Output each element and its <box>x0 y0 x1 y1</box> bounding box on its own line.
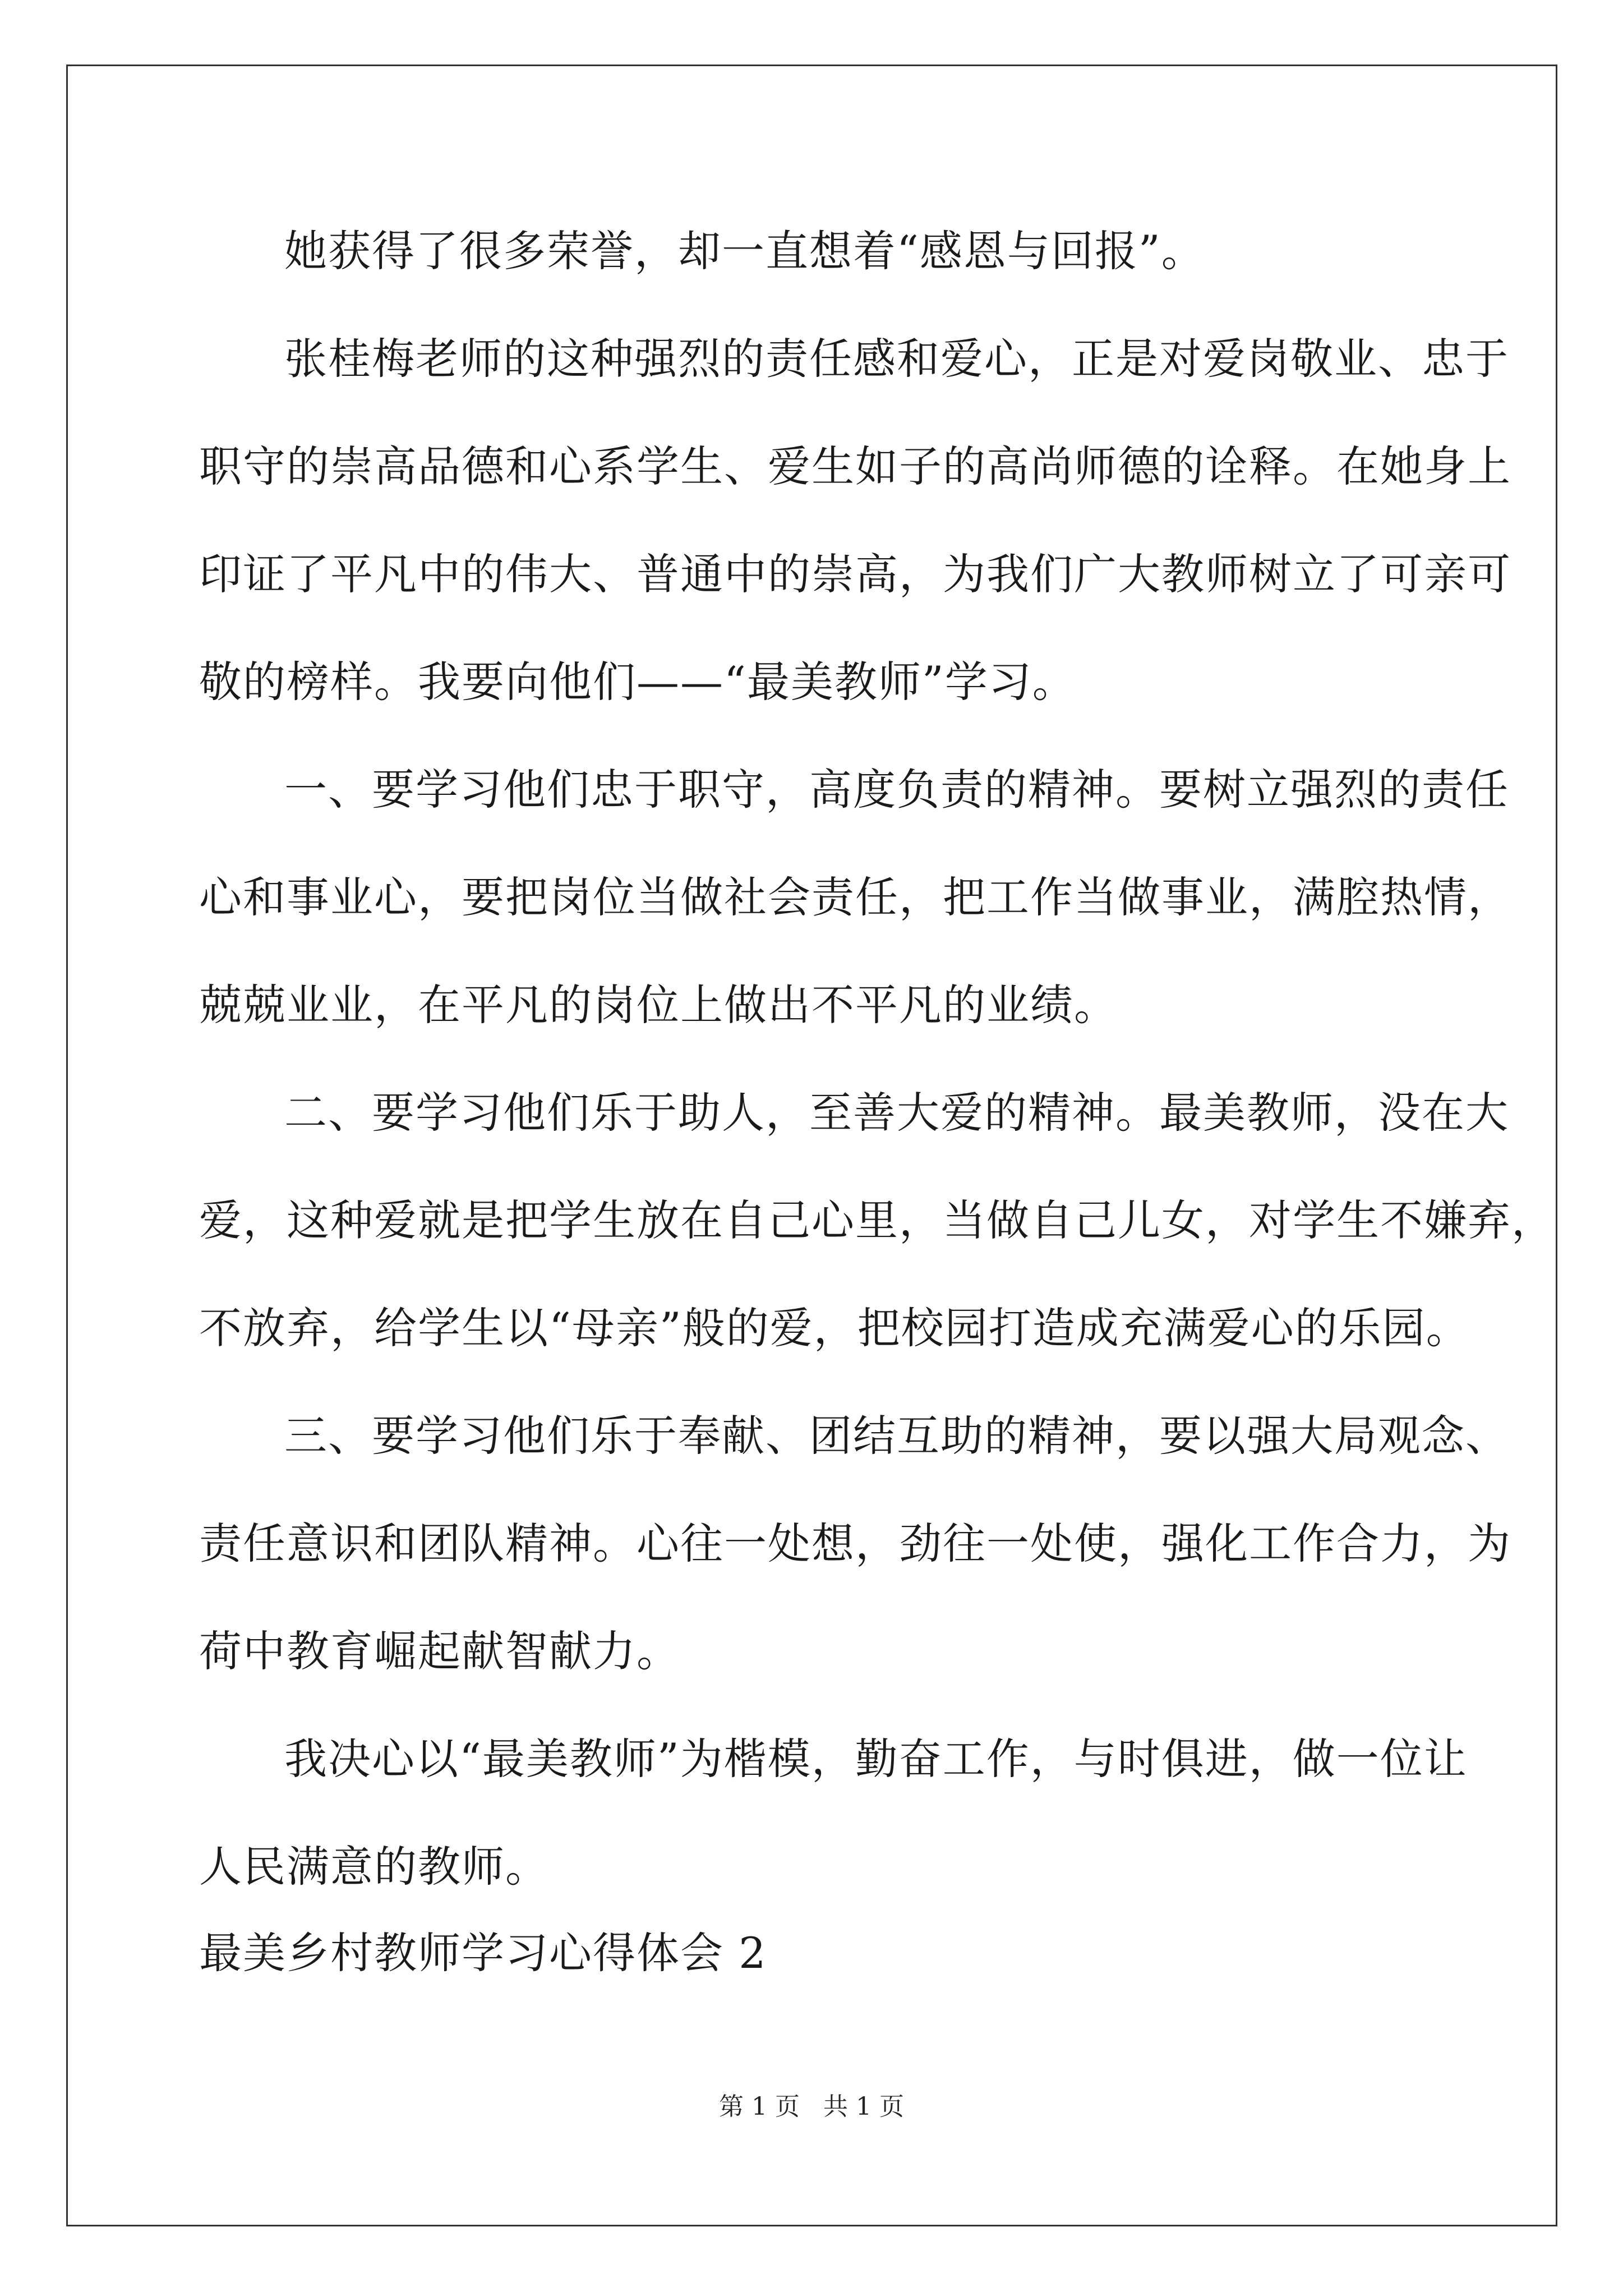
paragraph-line: 一、要学习他们忠于职守，高度负责的精神。要树立强烈的责任 <box>284 765 1509 815</box>
paragraph-5 <box>199 1382 1511 1705</box>
paragraph-line: 人民满意的教师。 <box>199 1842 549 1892</box>
paragraph-line: 职守的崇高品德和心系学生、爱生如子的高尚师德的诠释。在她身上 <box>199 441 1511 491</box>
paragraph-line: 敬的榜样。我要向他们——“最美教师”学习。 <box>199 657 1076 707</box>
paragraph-line: 二、要学习他们乐于助人，至善大爱的精神。最美教师，没在大 <box>284 1088 1509 1138</box>
paragraph-6 <box>199 1705 1468 1921</box>
paragraph-2 <box>199 305 1511 736</box>
paragraph-line: 我决心以“最美教师”为楷模，勤奋工作，与时俱进，做一位让 <box>284 1734 1468 1784</box>
paragraph-line: 她获得了很多荣誉，却一直想着“感恩与回报”。 <box>284 226 1205 276</box>
paragraph-4 <box>199 1059 1555 1382</box>
paragraph-line: 爱，这种爱就是把学生放在自己心里，当做自己儿女，对学生不嫌弃， <box>199 1195 1555 1245</box>
paragraph-line: 不放弃，给学生以“母亲”般的爱，把校园打造成充满爱心的乐园。 <box>199 1303 1470 1353</box>
page-number-footer: 第 1 页 共 1 页 <box>719 2092 904 2121</box>
paragraph-1 <box>199 197 1461 305</box>
paragraph-line: 责任意识和团队精神。心往一处想，劲往一处使，强化工作合力，为 <box>199 1519 1511 1568</box>
paragraph-line: 兢兢业业，在平凡的岗位上做出不平凡的业绩。 <box>199 980 1118 1030</box>
paragraph-line: 张桂梅老师的这种强烈的责任感和爱心，正是对爱岗敬业、忠于 <box>284 334 1509 384</box>
paragraph-line: 印证了平凡中的伟大、普通中的崇高，为我们广大教师树立了可亲可 <box>199 549 1511 599</box>
section-heading: 最美乡村教师学习心得体会 2 <box>199 1928 767 1978</box>
document-body <box>199 197 1555 1921</box>
paragraph-line: 荷中教育崛起献智献力。 <box>199 1626 680 1676</box>
paragraph-line: 三、要学习他们乐于奉献、团结互助的精神，要以强大局观念、 <box>284 1411 1509 1461</box>
paragraph-line: 心和事业心，要把岗位当做社会责任，把工作当做事业，满腔热情， <box>199 872 1511 922</box>
paragraph-3 <box>199 736 1511 1059</box>
